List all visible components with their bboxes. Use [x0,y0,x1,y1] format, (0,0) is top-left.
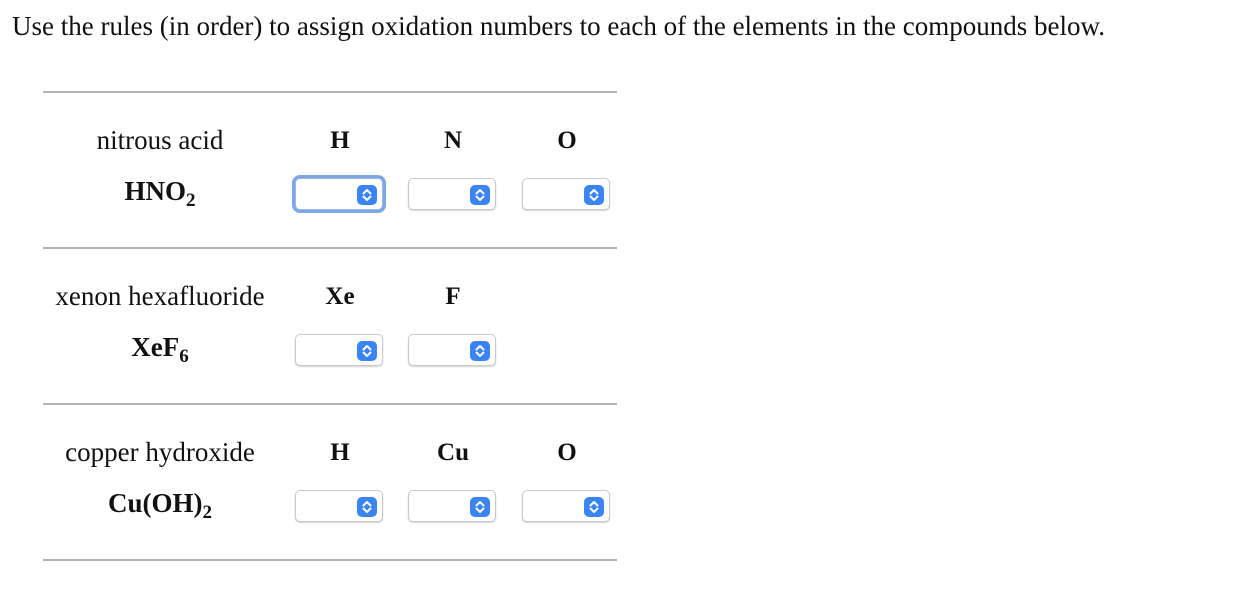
element-label-f: F [445,283,461,310]
instructions-text: Use the rules (in order) to assign oxidation numbers to each of the elements in the compounds below. [12,11,1105,41]
section-divider [43,559,617,561]
up-down-chevron-icon [470,497,490,517]
element-label-cu: Cu [437,439,469,466]
oxidation-select-hno2-n[interactable] [408,178,496,210]
up-down-chevron-icon [357,497,377,517]
compound-name: xenon hexafluoride [55,281,265,311]
up-down-chevron-icon [470,341,490,361]
element-label-h: H [330,127,350,154]
up-down-chevron-icon [584,185,604,205]
compound-name: nitrous acid [96,125,224,155]
compound-formula: $Cu(OH)_2$ [108,488,212,523]
up-down-chevron-icon [357,185,377,205]
oxidation-select-hno2-o[interactable] [522,178,610,210]
element-label-h: H [330,439,350,466]
element-label-o: O [557,127,577,154]
section-divider [43,403,617,405]
compound-formula: XeF$_6$ [131,332,189,367]
element-label-n: N [443,127,463,154]
oxidation-select-cuoh2-cu[interactable] [408,490,496,522]
compound-formula: $HNO_2$ [124,176,196,211]
oxidation-select-xef6-f[interactable] [408,334,496,366]
up-down-chevron-icon [470,185,490,205]
up-down-chevron-icon [584,497,604,517]
oxidation-select-hno2-h[interactable] [295,178,383,210]
element-label-o: O [557,439,577,466]
section-divider [43,247,617,249]
oxidation-select-cuoh2-o[interactable] [522,490,610,522]
section-divider [43,91,617,93]
compound-name: copper hydroxide [65,437,255,467]
element-label-xe: Xe [325,283,355,310]
oxidation-select-xef6-xe[interactable] [295,334,383,366]
oxidation-select-cuoh2-h[interactable] [295,490,383,522]
up-down-chevron-icon [357,341,377,361]
